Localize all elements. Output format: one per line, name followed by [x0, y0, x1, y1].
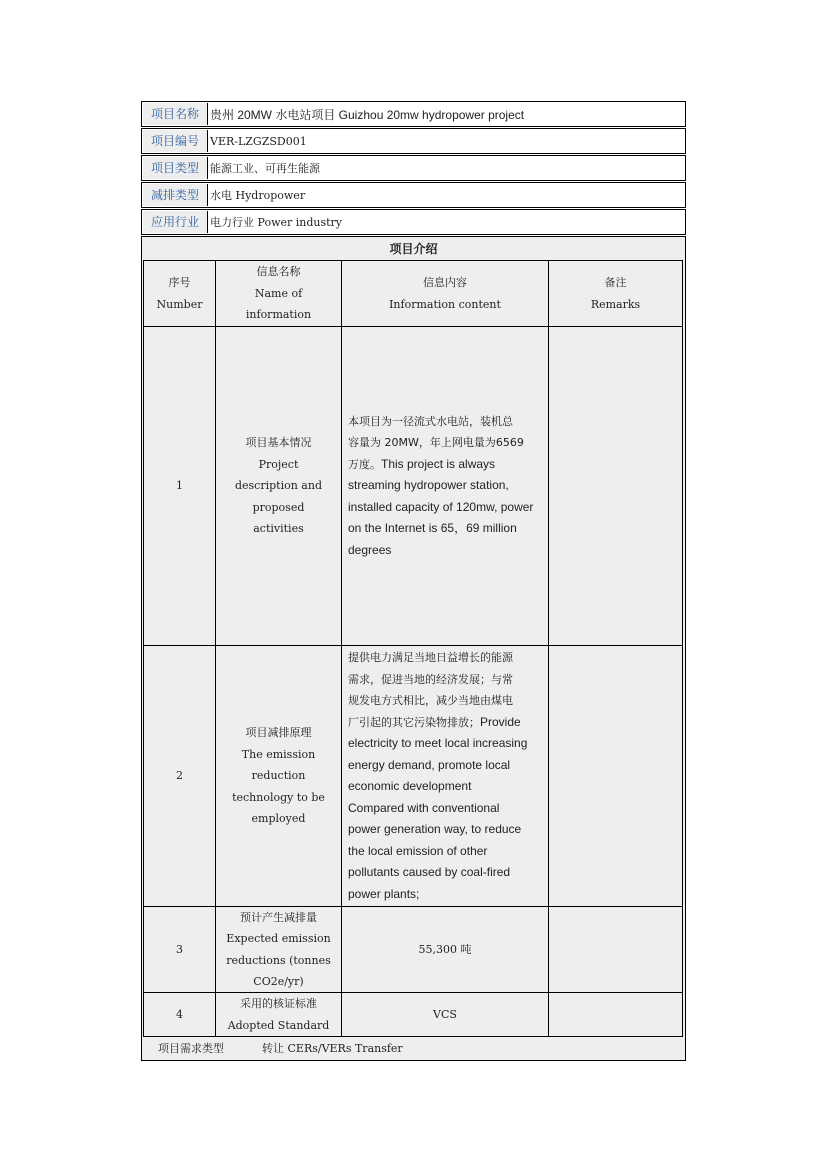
row3-remarks [548, 906, 683, 993]
reduction-type-value: 水电 Hydropower [210, 189, 306, 202]
row1-number: 1 [143, 326, 216, 646]
row4-name: 采用的核证标准 Adopted Standard [215, 992, 342, 1037]
row4-number: 4 [143, 992, 216, 1037]
demand-type-label: 项目需求类型 [158, 1042, 224, 1055]
industry-row [141, 209, 686, 235]
project-type-row [141, 155, 686, 181]
col-number-header: 序号 Number [143, 260, 216, 327]
project-name-value: 贵州 20MW 水电站项目 Guizhou 20mw hydropower project [210, 108, 525, 122]
project-code-label: 项目编号 [143, 130, 208, 152]
row1-name: 项目基本情况 Project description and proposed activities [215, 326, 342, 646]
col-remarks-header: 备注 Remarks [548, 260, 683, 327]
row4-content: VCS [341, 992, 549, 1037]
row1-content: 本项目为一径流式水电站，装机总 容量为 20MW，年上网电量为6569 万度。This project is always streaming hydropower station, installed capacity of 120mw, power on the Internet is 65，69 million degrees [341, 326, 549, 646]
project-name-label: 项目名称 [143, 103, 208, 125]
row2-content: 提供电力满足当地日益增长的能源 需求，促进当地的经济发展；与常 规发电方式相比，减少当地由煤电 厂引起的其它污染物排放；Provide electricity to meet local increasing energy demand, promote local economic development Compared with conventional power generation way, to reduce the local emission of other pollutants caused by coal-fired power plants; [341, 645, 549, 907]
industry-label: 应用行业 [143, 211, 208, 233]
row2-remarks [548, 645, 683, 907]
project-code-value: VER-LZGZSD001 [210, 135, 307, 148]
row3-name: 预计产生减排量 Expected emission reductions (tonnes CO2e/yr) [215, 906, 342, 993]
industry-value: 电力行业 Power industry [210, 216, 343, 229]
row2-name: 项目减排原理 The emission reduction technology to be employed [215, 645, 342, 907]
demand-type-value: 转让 CERs/VERs Transfer [262, 1042, 403, 1055]
project-code-row [141, 128, 686, 154]
project-type-label: 项目类型 [143, 157, 208, 179]
demand-type-row [158, 1040, 403, 1056]
col-content-header: 信息内容 Information content [341, 260, 549, 327]
intro-title: 项目介绍 [389, 242, 438, 256]
reduction-type-row [141, 182, 686, 208]
col-name-header: 信息名称 Name of information [215, 260, 342, 327]
reduction-type-label: 减排类型 [143, 184, 208, 206]
project-type-value: 能源工业、可再生能源 [210, 162, 320, 175]
project-name-row [141, 101, 686, 127]
row3-content: 55,300 吨 [341, 906, 549, 993]
row1-remarks [548, 326, 683, 646]
row2-number: 2 [143, 645, 216, 907]
row4-remarks [548, 992, 683, 1037]
row3-number: 3 [143, 906, 216, 993]
